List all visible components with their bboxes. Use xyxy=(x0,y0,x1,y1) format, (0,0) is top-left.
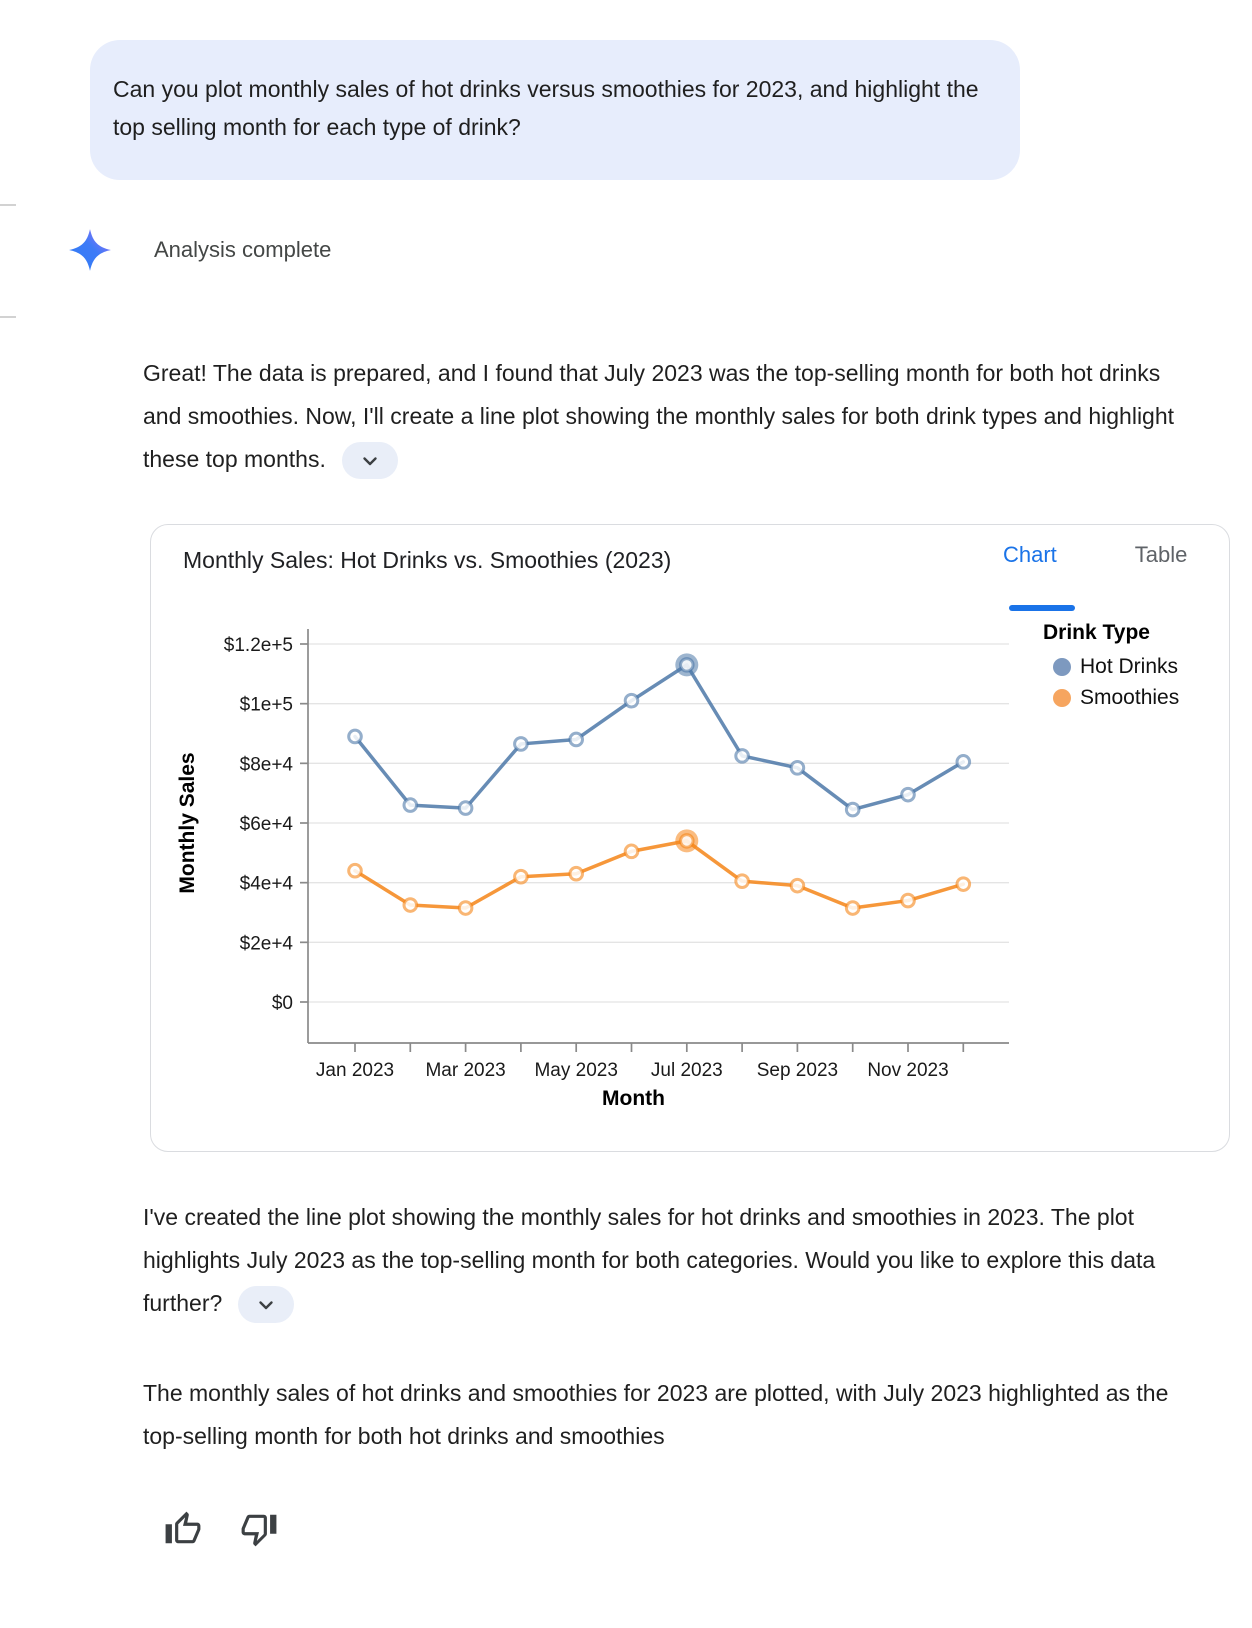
line-chart xyxy=(151,525,1231,1153)
tab-table[interactable]: Table xyxy=(1129,538,1194,572)
svg-text:Mar 2023: Mar 2023 xyxy=(425,1060,506,1081)
svg-text:$8e+4: $8e+4 xyxy=(239,754,293,776)
chart-legend xyxy=(1043,621,1179,717)
legend-item-smoothies xyxy=(1043,686,1179,710)
svg-text:$0: $0 xyxy=(271,993,293,1014)
svg-text:Nov 2023: Nov 2023 xyxy=(867,1060,949,1081)
legend-item-hot-drinks xyxy=(1043,655,1179,679)
svg-text:$6e+4: $6e+4 xyxy=(239,814,293,835)
assistant-paragraph-2 xyxy=(143,1196,1191,1325)
legend-dot-hot-drinks xyxy=(1053,658,1071,676)
chevron-down-icon xyxy=(358,449,382,473)
legend-label-smoothies: Smoothies xyxy=(1080,686,1180,709)
svg-text:Jul 2023: Jul 2023 xyxy=(650,1060,723,1081)
thumb-down-button[interactable] xyxy=(238,1508,280,1550)
chevron-down-icon xyxy=(254,1293,278,1317)
svg-text:Sep 2023: Sep 2023 xyxy=(756,1060,839,1081)
assistant-paragraph-1 xyxy=(143,352,1191,481)
svg-text:Jan 2023: Jan 2023 xyxy=(315,1060,395,1081)
svg-text:Monthly Sales: Monthly Sales xyxy=(176,752,199,894)
chart-card-title: Monthly Sales: Hot Drinks vs. Smoothies (2023) xyxy=(183,547,672,573)
svg-text:$1.2e+5: $1.2e+5 xyxy=(223,635,293,656)
legend-title: Drink Type xyxy=(1043,621,1150,644)
feedback-buttons xyxy=(162,1508,280,1550)
analysis-status-label: Analysis complete xyxy=(154,237,332,262)
user-message-bubble xyxy=(90,40,1020,180)
legend-dot-smoothies xyxy=(1053,689,1071,707)
thumb-down-icon xyxy=(240,1510,278,1548)
assistant-paragraph-3-text: The monthly sales of hot drinks and smoothies for 2023 are plotted, with July 2023 highlighted as the top-selling month for both hot drinks and smoothies xyxy=(143,1380,1169,1449)
legend-label-hot-drinks: Hot Drinks xyxy=(1080,655,1179,678)
assistant-paragraph-1-text: Great! The data is prepared, and I found that July 2023 was the top-selling month for both hot drinks and smoothies. Now, I'll create a line plot showing the monthly sales for both drink types and highlight these top months. xyxy=(143,360,1175,472)
svg-text:$2e+4: $2e+4 xyxy=(239,933,293,955)
left-edge-divider xyxy=(0,204,16,206)
svg-text:$1e+5: $1e+5 xyxy=(239,694,293,716)
chart-card xyxy=(150,524,1230,1152)
sparkle-icon xyxy=(68,228,112,272)
svg-text:Month: Month xyxy=(602,1087,665,1110)
svg-text:May 2023: May 2023 xyxy=(534,1060,618,1081)
assistant-paragraph-3 xyxy=(143,1372,1191,1458)
thumb-up-icon xyxy=(164,1510,202,1548)
left-edge-divider xyxy=(0,316,16,318)
analysis-status-row xyxy=(68,228,331,272)
assistant-paragraph-2-text: I've created the line plot showing the monthly sales for hot drinks and smoothies in 2023. The plot highlights July 2023 as the top-selling month for both categories. Would you like to explore this data further? xyxy=(143,1204,1156,1316)
tab-chart[interactable]: Chart xyxy=(997,538,1063,572)
thumb-up-button[interactable] xyxy=(162,1508,204,1550)
expand-toggle-button[interactable] xyxy=(238,1286,294,1323)
expand-toggle-button[interactable] xyxy=(342,442,398,479)
user-message-text: Can you plot monthly sales of hot drinks versus smoothies for 2023, and highlight the top selling month for each type of drink? xyxy=(113,76,979,140)
svg-text:$4e+4: $4e+4 xyxy=(239,873,293,895)
